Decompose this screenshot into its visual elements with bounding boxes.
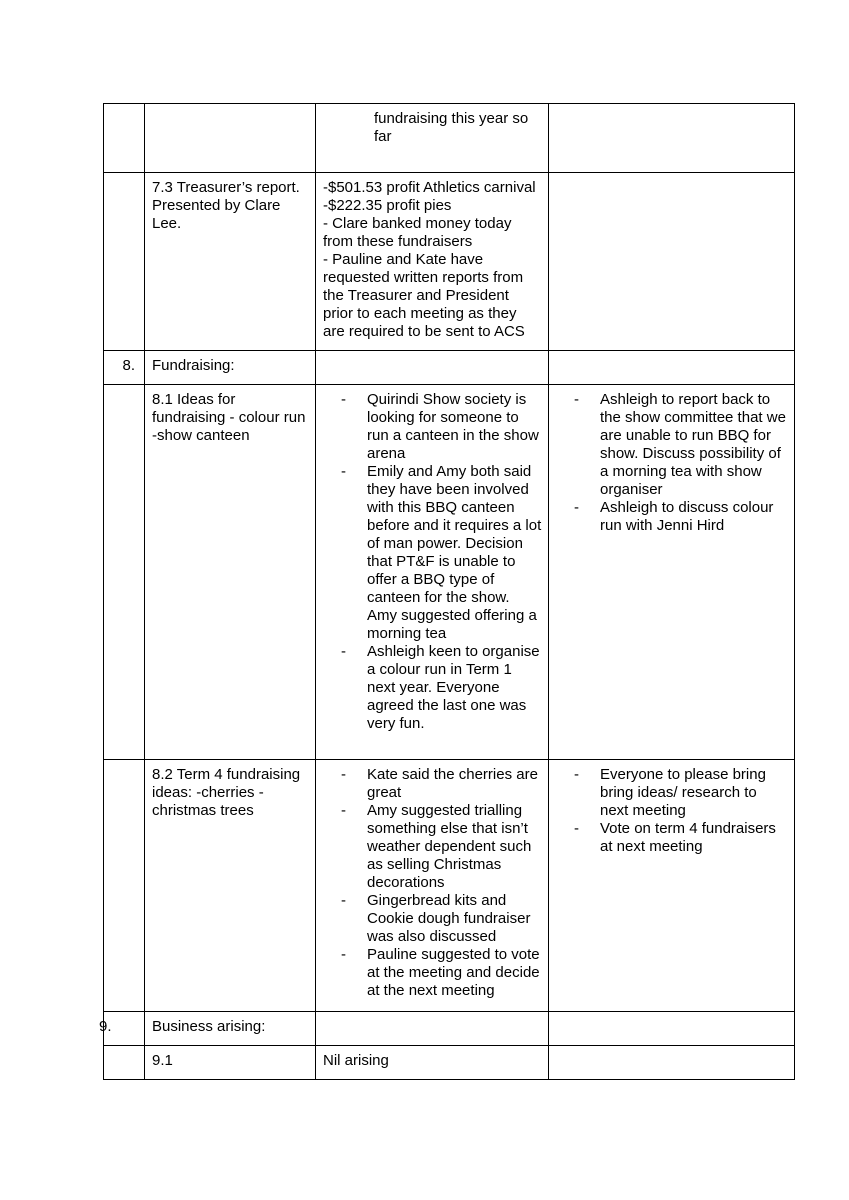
table-row [104,351,795,385]
list-item: - Ashleigh keen to organise a colour run in Term 1 next year. Everyone agreed the last one was very fun. [316,643,542,733]
discussion-line: -$222.35 profit pies [323,197,452,214]
discussion-cell [316,351,549,385]
item-number-cell: 9. [104,1012,145,1046]
table-row [104,173,795,351]
item-number-cell [104,1046,145,1080]
list-item: - Gingerbread kits and Cookie dough fundraiser was also discussed [316,892,542,946]
discussion-list [316,391,542,733]
action-cell [549,385,795,760]
item-number-cell [104,385,145,760]
topic-cell: Fundraising: [145,351,316,385]
list-item: - Pauline suggested to vote at the meeting and decide at the next meeting [316,946,542,1000]
topic-cell [145,104,316,173]
discussion-cell [316,173,549,351]
item-number-cell [104,104,145,173]
list-item: - Vote on term 4 fundraisers at next meeting [549,820,788,856]
action-cell [549,1012,795,1046]
discussion-continuation: fundraising this year so far [374,110,529,145]
item-number-cell: 8. [104,351,145,385]
topic-cell: 9.1 [145,1046,316,1080]
action-cell [549,760,795,1012]
table-row [104,385,795,760]
list-item: - Ashleigh to report back to the show committee that we are unable to run BBQ for show. Discuss possibility of a morning tea with show organiser [549,391,788,499]
table-row [104,1012,795,1046]
discussion-cell [316,760,549,1012]
discussion-line: - Pauline and Kate have requested written reports from the Treasurer and President prior to each meeting as they are required to be sent to ACS [323,251,525,340]
item-number-cell [104,173,145,351]
action-cell [549,173,795,351]
action-list [549,391,788,535]
list-item: - Amy suggested trialling something else that isn’t weather dependent such as selling Christmas decorations [316,802,542,892]
list-item: - Ashleigh to discuss colour run with Jenni Hird [549,499,788,535]
discussion-cell [316,1012,549,1046]
list-item: - Quirindi Show society is looking for someone to run a canteen in the show arena [316,391,542,463]
action-cell [549,1046,795,1080]
action-cell [549,104,795,173]
discussion-line: -$501.53 profit Athletics carnival [323,179,536,196]
list-item: - Emily and Amy both said they have been involved with this BBQ canteen before and it requires a lot of man power. Decision that PT&F is unable to offer a BBQ type of canteen for the show. Amy suggested offering a morning tea [316,463,542,643]
topic-cell: 8.2 Term 4 fundraising ideas: -cherries - christmas trees [145,760,316,1012]
discussion-list [316,766,542,1000]
table-row [104,104,795,173]
item-number-cell [104,760,145,1012]
topic-cell: 7.3 Treasurer’s report. Presented by Clare Lee. [145,173,316,351]
table-row [104,760,795,1012]
list-item: - Kate said the cherries are great [316,766,542,802]
action-cell [549,351,795,385]
topic-cell: Business arising: [145,1012,316,1046]
minutes-table [99,103,795,1080]
topic-cell: 8.1 Ideas for fundraising - colour run -show canteen [145,385,316,760]
table-row [104,1046,795,1080]
discussion-cell [316,385,549,760]
discussion-line: - Clare banked money today from these fundraisers [323,215,512,250]
action-list [549,766,788,856]
discussion-cell [316,104,549,173]
discussion-cell: Nil arising [316,1046,549,1080]
list-item: - Everyone to please bring bring ideas/ research to next meeting [549,766,788,820]
